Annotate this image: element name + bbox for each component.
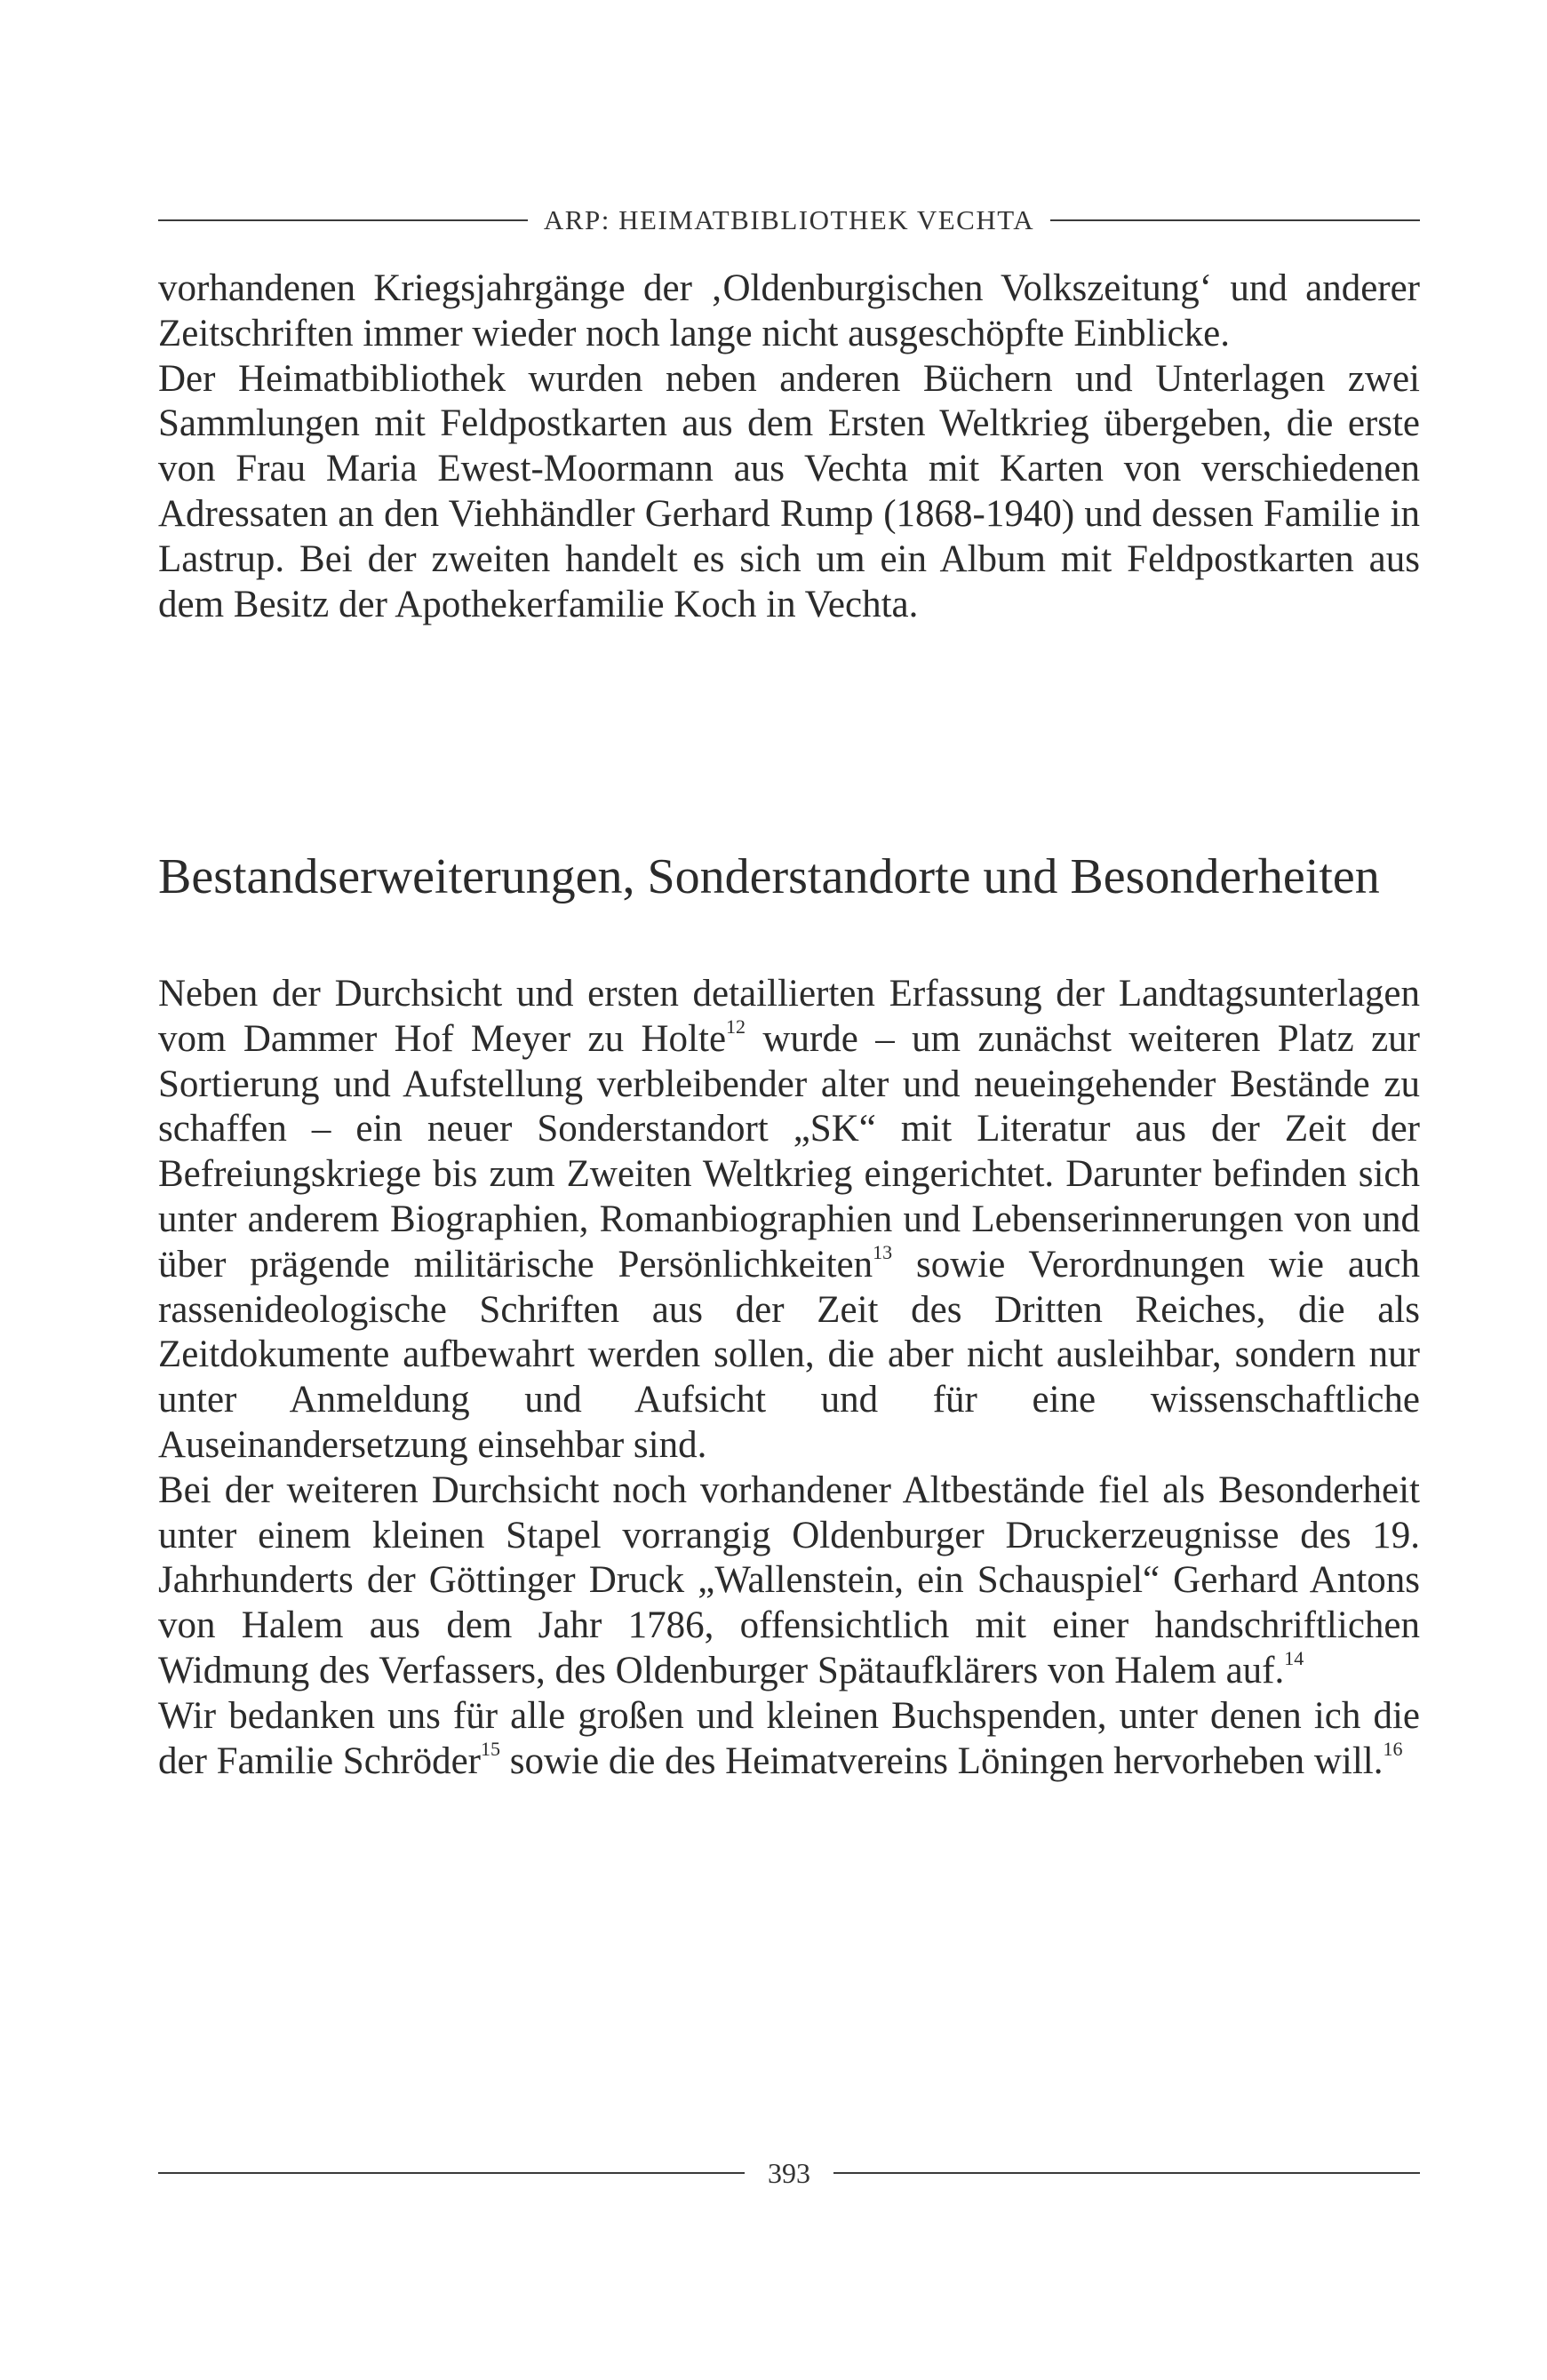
footnote-ref-14: 14 <box>1284 1646 1304 1669</box>
paragraph-altbestaende <box>158 1469 1420 1694</box>
text-segment: sowie Verordnungen wie auch rassenideologische Schriften aus der Zeit des Dritten Reiches, die als Zeitdokumente aufbewahrt werden sollen, die aber nicht ausleihbar, sondern nur unter Anmeldung und Aufsicht und für eine wissenschaftliche Auseinandersetzung einsehbar sind. <box>158 1243 1420 1466</box>
footnote-ref-16: 16 <box>1383 1737 1403 1760</box>
footnote-ref-12: 12 <box>726 1015 746 1038</box>
text-segment: Bei der weiteren Durchsicht noch vorhandener Altbestände fiel als Besonderheit unter einem kleinen Stapel vorrangig Oldenburger Druckerzeugnisse des 19. Jahrhunderts der Göttinger Druck „Wallenstein, ein Schauspiel“ Gerhard Antons von Halem aus dem Jahr 1786, offensichtlich mit einer handschriftlichen Widmung des Verfassers, des Oldenburger Spätaufklärers von Halem auf. <box>158 1469 1420 1691</box>
text-segment: wurde – um zunächst weiteren Platz zur Sortierung und Aufstellung verbleibender alter und neueingehender Bestände zu schaffen – ein neuer Sonderstandort „SK“ mit Literatur aus der Zeit der Befreiungskriege bis zum Zweiten Weltkrieg eingerichtet. Darunter befinden sich unter anderem Biographien, Romanbiographien und Lebenserinnerungen von und über prägende militärische Persönlichkeiten <box>158 1017 1421 1286</box>
header-rule-left <box>158 219 528 221</box>
footnote-ref-15: 15 <box>481 1737 501 1760</box>
paragraph-sonderstandort <box>158 972 1420 1469</box>
section-text-block <box>158 972 1420 1784</box>
section-heading: Bestandserweiterungen, Sonderstandorte und Besonderheiten <box>158 849 1380 904</box>
paragraph-continued: vorhandenen Kriegsjahrgänge der ‚Oldenburgischen Volkszeitung‘ und anderer Zeitschriften immer wieder noch lange nicht ausgeschöpfte Einblicke. <box>158 267 1420 354</box>
footer-rule-left <box>158 2172 745 2174</box>
text-segment: sowie die des Heimatvereins Löningen hervorheben will. <box>500 1739 1384 1782</box>
text-segment: Neben der Durchsicht und ersten detaillierten Erfassung der Landtagsunterlagen vom Dammer Hof Meyer zu Holte <box>158 973 1420 1060</box>
running-header <box>158 194 1420 247</box>
page-number: 393 <box>768 2156 810 2189</box>
paragraph-feldpostkarten: Der Heimatbibliothek wurden neben anderen Büchern und Unterlagen zwei Sammlungen mit Feldpostkarten aus dem Ersten Weltkrieg übergeben, die erste von Frau Maria Ewest-Moormann aus Vechta mit Karten von verschiedenen Adressaten an den Viehhändler Gerhard Rump (1868-1940) und dessen Familie in Lastrup. Bei der zweiten handelt es sich um ein Album mit Feldpostkarten aus dem Besitz der Apothekerfamilie Koch in Vechta. <box>158 357 1420 625</box>
footnote-ref-13: 13 <box>873 1240 893 1263</box>
header-rule-right <box>1050 219 1420 221</box>
page-footer <box>158 2146 1420 2200</box>
footer-rule-right <box>833 2172 1420 2174</box>
text-segment: Wir bedanken uns für alle großen und kleinen Buchspenden, unter denen ich die der Familie Schröder <box>158 1694 1420 1782</box>
header-title: ARP: HEIMATBIBLIOTHEK VECHTA <box>543 204 1035 235</box>
paragraph-buchspenden <box>158 1694 1420 1785</box>
continued-text-block <box>158 267 1420 627</box>
